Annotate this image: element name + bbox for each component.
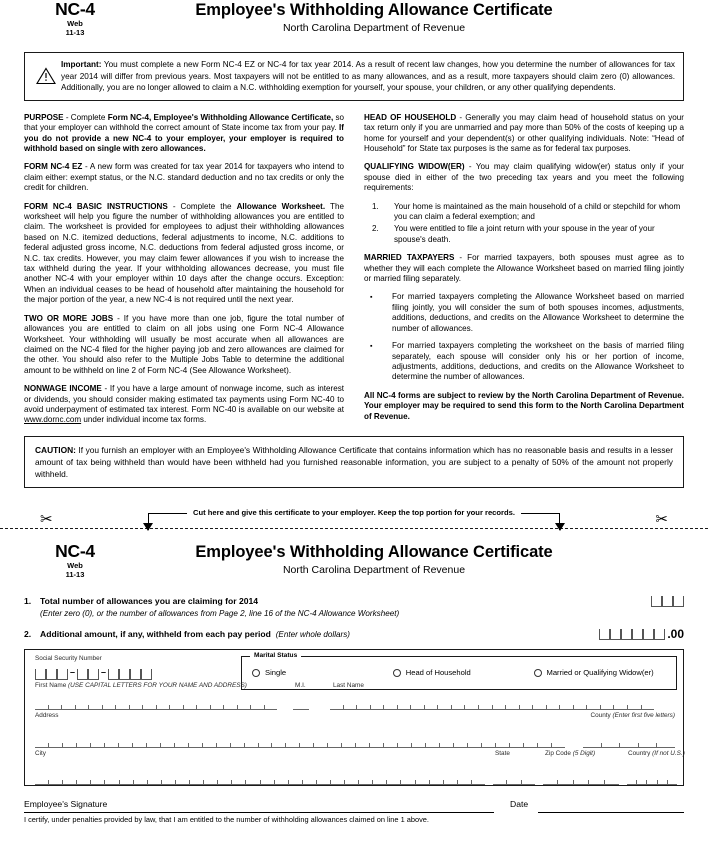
married-taxpayers-bullets (364, 292, 684, 382)
address-input[interactable] (35, 738, 565, 748)
zip-hint: (5 Digit) (572, 749, 596, 757)
form-code: NC-4 (55, 541, 95, 562)
marital-option-label: Head of Household (405, 668, 471, 678)
purpose-bold-2: If you do not provide a new NC-4 to your employer, your employer is required to withhold based on single with zero allowances. (24, 123, 344, 153)
qualifying-widower-heading: QUALIFYING WIDOW(ER) (364, 162, 465, 172)
line-2-number: 2. (24, 629, 32, 640)
caution-text (35, 444, 673, 481)
line-2-cents-suffix: .00 (667, 627, 684, 642)
purpose-heading: PURPOSE (24, 112, 64, 122)
qualifying-widower-body: - You may claim qualifying widow(er) status only if your spouse died in either of the two preceding tax years and you meet the following requirements: (364, 162, 684, 193)
head-of-household-heading: HEAD OF HOUSEHOLD (364, 112, 457, 122)
scissors-icon: ✂ (655, 511, 668, 529)
radio-head-of-household-icon[interactable] (393, 669, 401, 677)
signature-area (24, 798, 684, 832)
marital-option-label: Married or Qualifying Widow(er) (546, 668, 654, 678)
mi-input[interactable] (293, 700, 309, 710)
line-2-label-text: Additional amount, if any, withheld from each pay period (40, 629, 271, 640)
nonwage-income-heading: NONWAGE INCOME (24, 384, 102, 394)
dornc-website-link[interactable]: www.dornc.com (24, 415, 82, 425)
line-1-allowances-input[interactable] (651, 596, 684, 607)
country-hint: (If not U.S.) (652, 749, 685, 757)
list-marker: 2. (372, 224, 379, 234)
ssn-label: Social Security Number (35, 654, 102, 662)
basic-instructions-heading: FORM NC-4 BASIC INSTRUCTIONS (24, 201, 168, 211)
instructions-left-column (24, 113, 344, 426)
two-or-more-jobs-body: - If you have more than one job, figure the total number of allowances you are entitled to claim on all jobs using one Form NC-4 Allowance Worksheet. Your withholding will usually be most accurate when all allowances are claimed on the NC-4 filed for the higher paying job and zero allowances are claimed for the other. You should also refer to the Multiple Jobs Table to determine the additional amount to be withheld on line 2 of Form NC-4 (See Allowance Worksheet). (24, 313, 345, 375)
basic-instructions-body: The worksheet will help you figure the number of withholding allowances you are entitled to claim. The worksheet is provided for employees to adjust their withholding allowances based on N.C. itemized deductions, federal adjustments to income, N.C. additions to federal adjusted gross income, N.C. deductions from federal adjusted gross income, or N.C. tax credits. However, you may claim fewer allowances if you wish to increase the tax withheld during the year. If your withholding allowances decrease, you must file another NC-4 with your employer within 10 days after the change occurs. Exception: When an individual ceases to be head of household after maintaining the household for the major portion of the year, a new NC-4 is not required until the next year. (24, 201, 344, 305)
form-masthead (0, 0, 708, 44)
list-item (364, 292, 684, 334)
married-taxpayers-heading: MARRIED TAXPAYERS (364, 253, 455, 263)
two-or-more-jobs-paragraph (24, 314, 344, 376)
first-name-hint: (USE CAPITAL LETTERS FOR YOUR NAME AND ADDRESS) (68, 681, 247, 689)
allowance-worksheet-bold: Allowance Worksheet. (236, 201, 326, 211)
married-taxpayers-paragraph (364, 253, 684, 284)
county-label (590, 712, 675, 720)
detachable-certificate (0, 542, 708, 832)
ssn-dash-1: – (69, 666, 75, 677)
scissors-icon: ✂ (40, 511, 53, 529)
line-2-amount-input[interactable] (599, 629, 665, 640)
cut-dashed-line (0, 528, 708, 529)
line-1-number: 1. (24, 596, 32, 607)
county-input[interactable] (583, 738, 675, 748)
date-label: Date (510, 798, 529, 809)
marital-option-label: Single (265, 668, 287, 678)
purpose-paragraph (24, 113, 344, 155)
zip-label-text: Zip Code (545, 749, 571, 757)
country-input[interactable] (627, 775, 677, 785)
state-label: State (495, 749, 510, 757)
marital-option-head-of-household[interactable] (393, 668, 534, 677)
important-notice-label: Important: (61, 60, 102, 69)
county-hint: (Enter first five letters) (612, 711, 675, 719)
taxpayer-data-box (24, 649, 684, 786)
head-of-household-paragraph (364, 113, 684, 155)
nonwage-income-body-1: - If you have a large amount of nonwage income, such as interest or dividends, you should consider making estimated tax payments using Form NC-40 to avoid underpayment of estimated tax interest. Form NC-40 is available on our website at (24, 384, 345, 414)
qualifying-widower-requirements (364, 202, 684, 246)
country-label (628, 750, 685, 758)
nonwage-income-body-2: under individual income tax forms. (81, 415, 207, 425)
marital-status-legend: Marital Status (250, 652, 301, 660)
state-input[interactable] (493, 775, 535, 785)
address-label: Address (35, 711, 59, 719)
city-label: City (35, 749, 47, 757)
basic-instructions-paragraph (24, 202, 344, 306)
purpose-body-1: - Complete (63, 112, 108, 122)
line-2-hint: (Enter whole dollars) (275, 630, 350, 640)
list-text: Your home is maintained as the main household of a child or stepchild for whom you can claim a federal exemption; and (394, 201, 681, 222)
married-taxpayers-body: - For married taxpayers, both spouses must agree as to whether they will each complete the Allowance Worksheet based on married filing jointly or married filing separately. (364, 253, 684, 284)
list-item (364, 224, 684, 245)
form-revision-date: 11-13 (65, 28, 85, 37)
form-ez-paragraph (24, 162, 344, 193)
certification-statement: I certify, under penalties provided by law, that I am entitled to the number of withholding allowances claimed on line 1 above. (24, 814, 429, 824)
marital-status-group (241, 651, 677, 690)
list-text: For married taxpayers completing the worksheet on the basis of married filing separately, each spouse will consider only his or her portion of income, adjustments, additions, deductions, and credits on the Allowance Worksheet to determine the number of allowances. (392, 341, 684, 382)
certificate-form-identifier (30, 542, 120, 579)
list-text: For married taxpayers completing the Allowance Worksheet based on married filing jointly, you will consider the sum of both spouses incomes, adjustments, additions, deductions, and credits on the Allowance Worksheet to determine the number of allowances. (392, 292, 684, 333)
zip-input[interactable] (543, 775, 619, 785)
list-item (364, 202, 684, 223)
last-name-label: Last Name (333, 681, 364, 689)
country-label-text: Country (628, 749, 651, 757)
line-2-row (24, 619, 684, 641)
certificate-agency: North Carolina Department of Revenue (282, 564, 466, 577)
instructions-columns (24, 113, 684, 426)
instructions-right-column (364, 113, 684, 426)
form-web-tag: Web (67, 19, 83, 28)
important-notice-box (24, 52, 684, 101)
line-1-row (24, 586, 684, 619)
date-input[interactable] (538, 812, 684, 813)
qualifying-widower-paragraph (364, 162, 684, 193)
form-code: NC-4 (55, 0, 95, 19)
caution-body: If you furnish an employer with an Employee's Withholding Allowance Certificate that contains information which has no reasonable basis and results in a lesser amount of tax being withheld than would have been withheld had you furnished reasonable information, you are subject to a penalty of 50% of the amount not properly withheld. (35, 444, 673, 480)
first-name-label (35, 682, 247, 690)
purpose-body-2: so that your employer can withhold the correct amount of State income tax from your pay. (24, 112, 345, 133)
page-title: Employee's Withholding Allowance Certificate (195, 1, 553, 19)
cut-line-region (0, 502, 708, 536)
line-2-label (40, 629, 599, 641)
cut-line-caption: Cut here and give this certificate to your employer. Keep the top portion for your records. (187, 508, 521, 517)
line-1-answer[interactable] (651, 596, 684, 607)
two-or-more-jobs-heading: TWO OR MORE JOBS (24, 313, 114, 323)
bullet-icon: ▪ (370, 294, 373, 302)
warning-triangle-icon (31, 67, 61, 85)
line-2-answer[interactable] (599, 629, 684, 640)
form-identifier (30, 0, 120, 37)
agency-name: North Carolina Department of Revenue (282, 22, 466, 34)
last-name-input[interactable] (330, 700, 654, 710)
form-revision-date: 11-13 (65, 570, 85, 580)
line-1-hint: (Enter zero (0), or the number of allowances from Page 2, line 16 of the NC-4 Allowance Worksheet) (40, 608, 400, 618)
bullet-icon: ▪ (370, 343, 373, 351)
marital-option-married-or-qualifying-widower[interactable] (534, 668, 667, 677)
list-item (364, 341, 684, 383)
first-name-label-text: First Name (35, 681, 67, 689)
list-text: You were entitled to file a joint return with your spouse in the year of your spouse's death. (394, 224, 655, 244)
important-notice-body: You must complete a new Form NC-4 EZ or NC-4 for tax year 2014. As a result of recent law changes, how you determine the number of allowances for tax year 2014 will differ from previous years. Most taxpayers will not be entitled to as many allowances, and as a result, more taxpayers should claim zero (0) allowances. Additionally, you are no longer allowed to claim a N.C. withholding exemption for yourself, your spouse, your children, or any other qualifying dependents. (61, 60, 675, 93)
certificate-title: Employee's Withholding Allowance Certificate (195, 543, 553, 562)
zip-label (545, 750, 595, 758)
basic-instructions-lead: - Complete the (167, 201, 237, 211)
city-input[interactable] (35, 775, 485, 785)
nonwage-income-paragraph (24, 384, 344, 426)
signature-label: Employee's Signature (24, 798, 108, 809)
certificate-masthead (0, 542, 708, 586)
purpose-bold-1: Form NC-4, Employee's Withholding Allowance Certificate, (107, 112, 334, 122)
review-note-text: All NC-4 forms are subject to review by the North Carolina Department of Revenue. Your employer may be required to send this form to the North Carolina Department of Revenue. (364, 390, 684, 421)
signature-input[interactable] (24, 812, 494, 813)
radio-married-icon[interactable] (534, 669, 542, 677)
ssn-input[interactable] (35, 668, 152, 680)
review-note-paragraph (364, 391, 684, 422)
ssn-dash-2: – (100, 666, 106, 677)
mi-label: M.I. (295, 681, 306, 689)
county-label-text: County (590, 711, 611, 719)
list-marker: 1. (372, 201, 379, 211)
form-ez-heading: FORM NC-4 EZ (24, 162, 83, 172)
first-name-input[interactable] (35, 700, 277, 710)
important-notice-text (61, 59, 675, 94)
caution-label: CAUTION: (35, 444, 76, 455)
line-1-label: Total number of allowances you are claiming for 2014 (40, 596, 259, 607)
radio-single-icon[interactable] (252, 669, 260, 677)
caution-box (24, 436, 684, 489)
form-ez-body: - A new form was created for tax year 2014 for taxpayers who intend to claim either: exempt status, or the N.C. standard deduction and no tax credits or only the credit for children. (24, 162, 344, 193)
form-web-tag: Web (67, 561, 83, 571)
head-of-household-body: - Generally you may claim head of household status on your tax return only if you are unmarried and pay more than 50% of the costs of keeping up a home for yourself and your dependent(s) or other qualifying individuals. Note: “Head of Household” for State tax purposes is the same as for federal tax purposes. (364, 112, 685, 153)
marital-option-single[interactable] (252, 668, 393, 677)
